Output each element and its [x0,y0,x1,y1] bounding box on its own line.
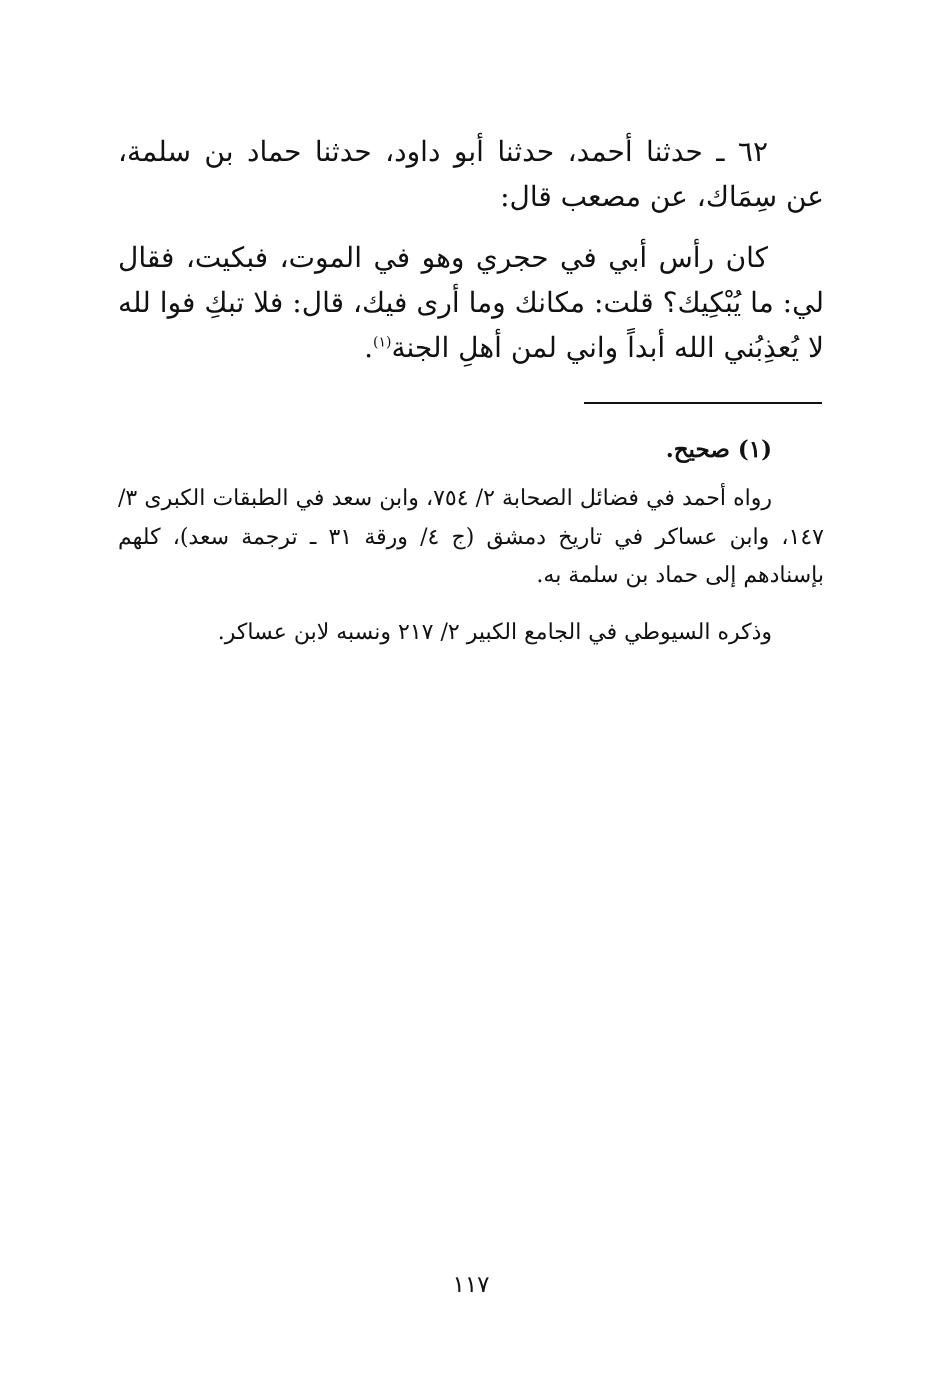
hadith-matn [118,236,824,370]
footnote-grade: (١) صحيح. [665,436,772,463]
footnote-marker: (١) [372,334,392,351]
footnote-suyuti: وذكره السيوطي في الجامع الكبير ٢/ ٢١٧ ونسبه لابن عساكر. [217,620,772,645]
hadith-matn-text: كان رأس أبي في حجري وهو في الموت، فبكيت، فقال لي: ما يُبْكِيك؟ قلت: مكانك وما أرى فيك، قال: فلا تبكِ فوا لله لا يُعذِبُني الله أبداً واني لمن أهلِ الجنة [118,241,824,364]
hadith-isnad: ٦٢ ـ حدثنا أحمد، حدثنا أبو داود، حدثنا حماد بن سلمة، عن سِمَاك، عن مصعب قال: [118,135,824,213]
footnote-separator-rule [584,402,822,404]
footnote-source: رواه أحمد في فضائل الصحابة ٢/ ٧٥٤، وابن سعد في الطبقات الكبرى ٣/ ١٤٧، وابن عساكر في تاريخ دمشق (ج ٤/ ورقة ٣١ ـ ترجمة سعد)، كلهم بإسنادهم إلى حماد بن سلمة به. [118,486,824,588]
matn-end-period: . [364,330,373,364]
page-number: ١١٧ [452,1272,490,1298]
